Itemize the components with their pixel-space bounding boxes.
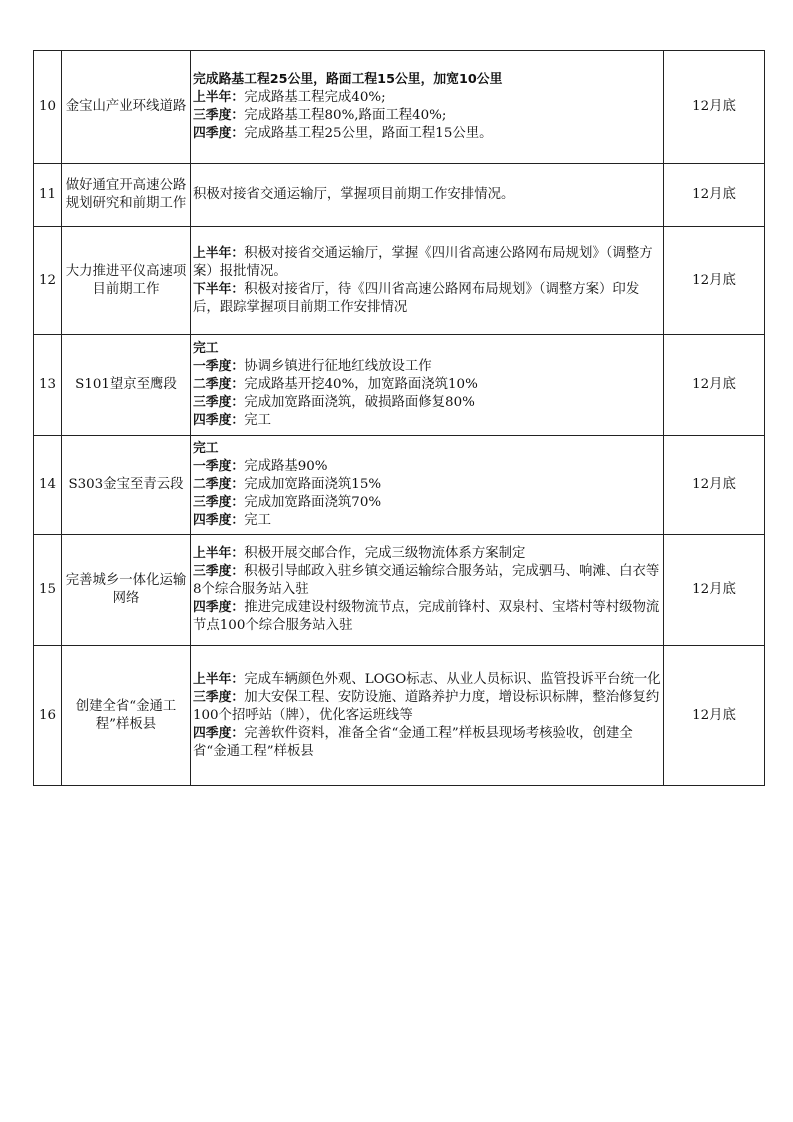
content-line xyxy=(193,689,661,725)
project-name: S303金宝至青云段 xyxy=(62,436,191,535)
period-text: 完成路基90% xyxy=(244,459,328,474)
period-label: 二季度： xyxy=(193,477,245,492)
content-line xyxy=(193,725,661,761)
period-text: 协调乡镇进行征地红线放设工作 xyxy=(244,359,432,374)
period-text: 完成加宽路面浇筑，破损路面修复80% xyxy=(244,395,475,410)
project-content xyxy=(191,51,664,164)
period-text: 积极对接省厅，待《四川省高速公路网布局规划》（调整方案）印发后，跟踪掌握项目前期工作安排情况 xyxy=(193,281,640,315)
deadline: 12月底 xyxy=(664,51,765,164)
content-heading: 完工 xyxy=(193,441,219,456)
table-row xyxy=(34,535,765,646)
period-label: 下半年： xyxy=(193,281,245,297)
content-line xyxy=(193,376,661,394)
period-label: 三季度： xyxy=(193,564,245,579)
table-row xyxy=(34,335,765,436)
period-label: 三季度： xyxy=(193,395,245,410)
content-line xyxy=(193,245,661,281)
content-line xyxy=(193,458,661,476)
content-line xyxy=(193,358,661,376)
period-label: 上半年： xyxy=(193,671,245,687)
project-name: 完善城乡一体化运输网络 xyxy=(62,535,191,646)
period-text: 积极引导邮政入驻乡镇交通运输综合服务站，完成驷马、响滩、白衣等8个综合服务站入驻 xyxy=(193,564,660,597)
period-text: 积极开展交邮合作，完成三级物流体系方案制定 xyxy=(244,546,526,561)
period-text: 完成路基工程完成40%; xyxy=(244,90,386,105)
period-label: 三季度： xyxy=(193,108,245,123)
content-line xyxy=(193,412,661,430)
table-row xyxy=(34,227,765,335)
row-number: 14 xyxy=(34,436,62,535)
period-label: 上半年： xyxy=(193,546,245,561)
period-text: 完成加宽路面浇筑70% xyxy=(244,495,382,510)
project-name: 做好通宜开高速公路规划研究和前期工作 xyxy=(62,164,191,227)
content-heading: 完成路基工程25公里，路面工程15公里，加宽10公里 xyxy=(193,72,503,87)
period-label: 四季度： xyxy=(193,126,245,141)
content-line xyxy=(193,599,661,635)
content-line xyxy=(193,186,661,204)
period-label: 三季度： xyxy=(193,495,245,510)
project-content xyxy=(191,646,664,786)
row-number: 15 xyxy=(34,535,62,646)
project-content xyxy=(191,535,664,646)
row-number: 11 xyxy=(34,164,62,227)
period-text: 推进完成建设村级物流节点，完成前锋村、双泉村、宝塔村等村级物流节点100个综合服务站入驻 xyxy=(193,600,660,633)
deadline: 12月底 xyxy=(664,646,765,786)
period-label: 一季度： xyxy=(193,359,245,374)
project-content xyxy=(191,164,664,227)
period-text: 加大安保工程、安防设施、道路养护力度，增设标识标牌，整治修复约100个招呼站（牌），优化客运班线等 xyxy=(193,689,660,723)
content-line xyxy=(193,125,661,143)
content-line xyxy=(193,494,661,512)
period-text: 完成路基工程80%,路面工程40%; xyxy=(244,108,447,123)
content-line xyxy=(193,512,661,530)
period-label: 上半年： xyxy=(193,245,245,261)
project-name: S101望京至鹰段 xyxy=(62,335,191,436)
period-label: 四季度： xyxy=(193,600,245,615)
period-label: 四季度： xyxy=(193,413,245,428)
deadline: 12月底 xyxy=(664,535,765,646)
project-name: 金宝山产业环线道路 xyxy=(62,51,191,164)
period-text: 完工 xyxy=(244,513,271,528)
period-text: 完成加宽路面浇筑15% xyxy=(244,477,382,492)
content-line xyxy=(193,89,661,107)
period-label: 四季度： xyxy=(193,725,245,741)
content-line xyxy=(193,107,661,125)
project-content xyxy=(191,436,664,535)
deadline: 12月底 xyxy=(664,335,765,436)
row-number: 12 xyxy=(34,227,62,335)
table-row xyxy=(34,436,765,535)
row-number: 16 xyxy=(34,646,62,786)
content-line xyxy=(193,476,661,494)
row-number: 13 xyxy=(34,335,62,436)
work-plan-table xyxy=(33,50,765,786)
project-name: 创建全省“金通工程”样板县 xyxy=(62,646,191,786)
period-label: 二季度： xyxy=(193,377,245,392)
project-content xyxy=(191,227,664,335)
row-number: 10 xyxy=(34,51,62,164)
content-line xyxy=(193,281,661,317)
deadline: 12月底 xyxy=(664,164,765,227)
table-row xyxy=(34,51,765,164)
content-heading: 完工 xyxy=(193,341,219,356)
period-text: 完善软件资料，准备全省“金通工程”样板县现场考核验收，创建全省“金通工程”样板县 xyxy=(193,725,633,759)
period-label: 三季度： xyxy=(193,689,245,705)
project-name: 大力推进平仪高速项目前期工作 xyxy=(62,227,191,335)
period-label: 上半年： xyxy=(193,90,245,105)
project-content xyxy=(191,335,664,436)
period-text: 积极对接省交通运输厅，掌握《四川省高速公路网布局规划》（调整方案）报批情况。 xyxy=(193,245,653,279)
table-row xyxy=(34,646,765,786)
period-text: 积极对接省交通运输厅，掌握项目前期工作安排情况。 xyxy=(193,187,515,202)
period-text: 完成路基工程25公里，路面工程15公里。 xyxy=(244,126,493,141)
content-line xyxy=(193,545,661,563)
period-text: 完成车辆颜色外观、LOGO标志、从业人员标识、监管投诉平台统一化 xyxy=(244,671,661,687)
deadline: 12月底 xyxy=(664,227,765,335)
period-label: 一季度： xyxy=(193,459,245,474)
period-text: 完成路基开挖40%，加宽路面浇筑10% xyxy=(244,377,478,392)
deadline: 12月底 xyxy=(664,436,765,535)
content-line xyxy=(193,563,661,599)
period-text: 完工 xyxy=(244,413,271,428)
content-line xyxy=(193,394,661,412)
content-line xyxy=(193,671,661,689)
table-row xyxy=(34,164,765,227)
period-label: 四季度： xyxy=(193,513,245,528)
